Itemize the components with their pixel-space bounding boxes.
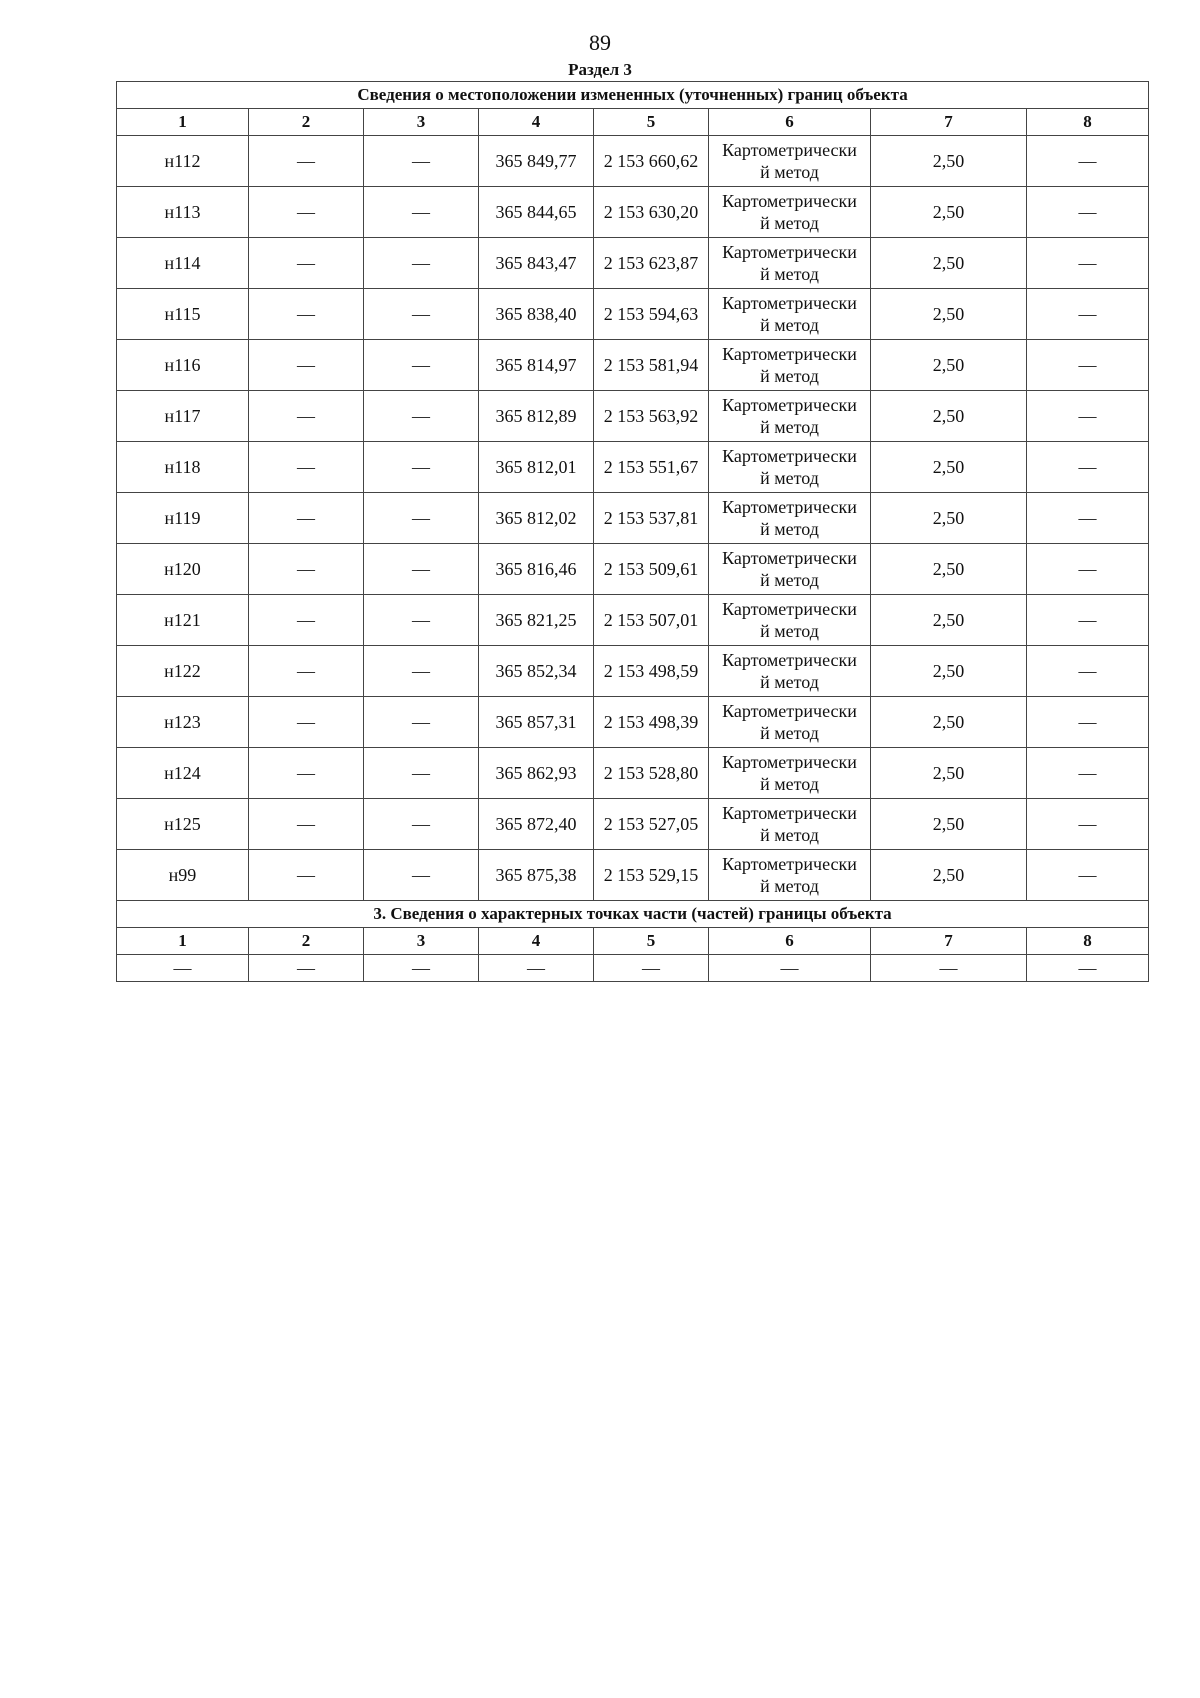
table-caption-changed-boundaries — [117, 82, 1149, 109]
coordinate-x-cell: 365 814,97 — [479, 340, 594, 391]
method-line-2: й метод — [760, 672, 819, 692]
cell-col2: — — [249, 697, 364, 748]
table-row — [117, 187, 1149, 238]
table-row — [117, 136, 1149, 187]
table-row — [117, 544, 1149, 595]
table-caption-changed-boundaries-text: Сведения о местоположении измененных (уточненных) границ объекта — [117, 82, 1149, 109]
empty-cell: — — [117, 955, 249, 982]
point-name-cell: н113 — [117, 187, 249, 238]
coordinate-y-cell: 2 153 509,61 — [594, 544, 709, 595]
coordinate-y-cell: 2 153 551,67 — [594, 442, 709, 493]
coordinate-y-cell: 2 153 537,81 — [594, 493, 709, 544]
method-line-2: й метод — [760, 519, 819, 539]
cell-col8: — — [1027, 697, 1149, 748]
cell-col3: — — [364, 493, 479, 544]
table-row — [117, 595, 1149, 646]
column-number: 8 — [1027, 109, 1149, 136]
table-row — [117, 340, 1149, 391]
cell-col8: — — [1027, 544, 1149, 595]
method-cell — [709, 340, 871, 391]
cell-col3: — — [364, 136, 479, 187]
accuracy-cell: 2,50 — [871, 391, 1027, 442]
coordinate-x-cell: 365 862,93 — [479, 748, 594, 799]
method-line-1: Картометрически — [722, 293, 857, 313]
method-line-1: Картометрически — [722, 599, 857, 619]
table-row-empty — [117, 955, 1149, 982]
method-cell — [709, 595, 871, 646]
method-line-2: й метод — [760, 825, 819, 845]
column-number: 2 — [249, 109, 364, 136]
accuracy-cell: 2,50 — [871, 799, 1027, 850]
method-line-2: й метод — [760, 876, 819, 896]
cell-col2: — — [249, 646, 364, 697]
table-caption-part-points — [117, 901, 1149, 928]
table-row — [117, 442, 1149, 493]
coordinate-y-cell: 2 153 563,92 — [594, 391, 709, 442]
point-name-cell: н121 — [117, 595, 249, 646]
cell-col8: — — [1027, 850, 1149, 901]
point-name-cell: н99 — [117, 850, 249, 901]
table-row — [117, 289, 1149, 340]
cell-col2: — — [249, 187, 364, 238]
column-number: 8 — [1027, 928, 1149, 955]
method-cell — [709, 187, 871, 238]
method-line-2: й метод — [760, 570, 819, 590]
table-row — [117, 748, 1149, 799]
coordinate-y-cell: 2 153 623,87 — [594, 238, 709, 289]
cell-col2: — — [249, 289, 364, 340]
point-name-cell: н116 — [117, 340, 249, 391]
accuracy-cell: 2,50 — [871, 289, 1027, 340]
method-line-1: Картометрически — [722, 446, 857, 466]
accuracy-cell: 2,50 — [871, 238, 1027, 289]
cell-col2: — — [249, 544, 364, 595]
coordinate-y-cell: 2 153 527,05 — [594, 799, 709, 850]
method-line-2: й метод — [760, 315, 819, 335]
accuracy-cell: 2,50 — [871, 136, 1027, 187]
point-name-cell: н119 — [117, 493, 249, 544]
coordinate-y-cell: 2 153 660,62 — [594, 136, 709, 187]
table-caption-part-points-text: 3. Сведения о характерных точках части (частей) границы объекта — [117, 901, 1149, 928]
coordinate-y-cell: 2 153 528,80 — [594, 748, 709, 799]
boundary-points-table — [116, 81, 1149, 982]
column-number: 7 — [871, 109, 1027, 136]
column-numbers-row-2 — [117, 928, 1149, 955]
cell-col2: — — [249, 493, 364, 544]
column-numbers-row — [117, 109, 1149, 136]
table-row — [117, 391, 1149, 442]
accuracy-cell: 2,50 — [871, 748, 1027, 799]
cell-col8: — — [1027, 646, 1149, 697]
coordinate-x-cell: 365 857,31 — [479, 697, 594, 748]
method-line-1: Картометрически — [722, 548, 857, 568]
coordinate-y-cell: 2 153 581,94 — [594, 340, 709, 391]
method-line-2: й метод — [760, 621, 819, 641]
column-number: 4 — [479, 928, 594, 955]
table-row — [117, 646, 1149, 697]
method-line-1: Картометрически — [722, 854, 857, 874]
cell-col2: — — [249, 799, 364, 850]
section-title: Раздел 3 — [568, 60, 632, 79]
cell-col8: — — [1027, 238, 1149, 289]
column-number: 5 — [594, 928, 709, 955]
point-name-cell: н115 — [117, 289, 249, 340]
table-row — [117, 850, 1149, 901]
cell-col2: — — [249, 238, 364, 289]
empty-cell: — — [249, 955, 364, 982]
method-cell — [709, 238, 871, 289]
method-line-1: Картометрически — [722, 140, 857, 160]
cell-col3: — — [364, 238, 479, 289]
method-line-2: й метод — [760, 468, 819, 488]
column-number: 3 — [364, 109, 479, 136]
cell-col3: — — [364, 748, 479, 799]
cell-col3: — — [364, 799, 479, 850]
method-line-2: й метод — [760, 417, 819, 437]
column-number: 6 — [709, 928, 871, 955]
coordinate-y-cell: 2 153 498,59 — [594, 646, 709, 697]
point-name-cell: н124 — [117, 748, 249, 799]
accuracy-cell: 2,50 — [871, 442, 1027, 493]
method-line-1: Картометрически — [722, 242, 857, 262]
cell-col8: — — [1027, 391, 1149, 442]
empty-cell: — — [871, 955, 1027, 982]
cell-col2: — — [249, 442, 364, 493]
column-number: 3 — [364, 928, 479, 955]
coordinate-x-cell: 365 849,77 — [479, 136, 594, 187]
cell-col3: — — [364, 544, 479, 595]
coordinate-x-cell: 365 843,47 — [479, 238, 594, 289]
column-number: 1 — [117, 109, 249, 136]
empty-cell: — — [709, 955, 871, 982]
method-cell — [709, 799, 871, 850]
accuracy-cell: 2,50 — [871, 697, 1027, 748]
coordinate-y-cell: 2 153 529,15 — [594, 850, 709, 901]
coordinate-x-cell: 365 812,89 — [479, 391, 594, 442]
table-row — [117, 238, 1149, 289]
method-line-2: й метод — [760, 264, 819, 284]
accuracy-cell: 2,50 — [871, 850, 1027, 901]
cell-col3: — — [364, 442, 479, 493]
method-line-1: Картометрически — [722, 344, 857, 364]
point-name-cell: н125 — [117, 799, 249, 850]
method-line-1: Картометрически — [722, 497, 857, 517]
accuracy-cell: 2,50 — [871, 646, 1027, 697]
accuracy-cell: 2,50 — [871, 187, 1027, 238]
cell-col2: — — [249, 136, 364, 187]
method-line-1: Картометрически — [722, 701, 857, 721]
cell-col8: — — [1027, 442, 1149, 493]
empty-cell: — — [1027, 955, 1149, 982]
page-number: 89 — [589, 30, 611, 55]
column-number: 4 — [479, 109, 594, 136]
cell-col8: — — [1027, 748, 1149, 799]
point-name-cell: н122 — [117, 646, 249, 697]
accuracy-cell: 2,50 — [871, 595, 1027, 646]
method-cell — [709, 748, 871, 799]
method-line-2: й метод — [760, 213, 819, 233]
cell-col8: — — [1027, 799, 1149, 850]
cell-col3: — — [364, 391, 479, 442]
column-number: 5 — [594, 109, 709, 136]
cell-col2: — — [249, 340, 364, 391]
point-name-cell: н112 — [117, 136, 249, 187]
accuracy-cell: 2,50 — [871, 493, 1027, 544]
method-line-2: й метод — [760, 774, 819, 794]
accuracy-cell: 2,50 — [871, 544, 1027, 595]
method-cell — [709, 391, 871, 442]
method-cell — [709, 646, 871, 697]
method-cell — [709, 697, 871, 748]
coordinate-x-cell: 365 875,38 — [479, 850, 594, 901]
cell-col3: — — [364, 646, 479, 697]
coordinate-x-cell: 365 812,01 — [479, 442, 594, 493]
coordinate-y-cell: 2 153 498,39 — [594, 697, 709, 748]
cell-col8: — — [1027, 595, 1149, 646]
cell-col2: — — [249, 748, 364, 799]
method-line-2: й метод — [760, 366, 819, 386]
method-cell — [709, 544, 871, 595]
accuracy-cell: 2,50 — [871, 340, 1027, 391]
method-line-2: й метод — [760, 723, 819, 743]
coordinate-x-cell: 365 821,25 — [479, 595, 594, 646]
cell-col2: — — [249, 850, 364, 901]
cell-col3: — — [364, 595, 479, 646]
point-name-cell: н120 — [117, 544, 249, 595]
method-cell — [709, 442, 871, 493]
method-cell — [709, 493, 871, 544]
coordinate-x-cell: 365 852,34 — [479, 646, 594, 697]
method-cell — [709, 850, 871, 901]
column-number: 1 — [117, 928, 249, 955]
coordinate-y-cell: 2 153 594,63 — [594, 289, 709, 340]
method-line-2: й метод — [760, 162, 819, 182]
cell-col8: — — [1027, 289, 1149, 340]
coordinate-x-cell: 365 844,65 — [479, 187, 594, 238]
empty-cell: — — [479, 955, 594, 982]
coordinate-x-cell: 365 872,40 — [479, 799, 594, 850]
coordinate-y-cell: 2 153 630,20 — [594, 187, 709, 238]
method-cell — [709, 289, 871, 340]
coordinate-x-cell: 365 812,02 — [479, 493, 594, 544]
method-line-1: Картометрически — [722, 752, 857, 772]
cell-col8: — — [1027, 493, 1149, 544]
point-name-cell: н117 — [117, 391, 249, 442]
column-number: 2 — [249, 928, 364, 955]
column-number: 6 — [709, 109, 871, 136]
cell-col3: — — [364, 187, 479, 238]
table-row — [117, 493, 1149, 544]
cell-col8: — — [1027, 136, 1149, 187]
cell-col8: — — [1027, 187, 1149, 238]
cell-col8: — — [1027, 340, 1149, 391]
method-cell — [709, 136, 871, 187]
method-line-1: Картометрически — [722, 803, 857, 823]
table-row — [117, 697, 1149, 748]
cell-col3: — — [364, 850, 479, 901]
empty-cell: — — [364, 955, 479, 982]
coordinate-x-cell: 365 838,40 — [479, 289, 594, 340]
coordinate-y-cell: 2 153 507,01 — [594, 595, 709, 646]
method-line-1: Картометрически — [722, 395, 857, 415]
column-number: 7 — [871, 928, 1027, 955]
cell-col3: — — [364, 289, 479, 340]
cell-col3: — — [364, 340, 479, 391]
coordinate-x-cell: 365 816,46 — [479, 544, 594, 595]
cell-col2: — — [249, 391, 364, 442]
point-name-cell: н123 — [117, 697, 249, 748]
empty-cell: — — [594, 955, 709, 982]
cell-col2: — — [249, 595, 364, 646]
point-name-cell: н118 — [117, 442, 249, 493]
method-line-1: Картометрически — [722, 650, 857, 670]
method-line-1: Картометрически — [722, 191, 857, 211]
cell-col3: — — [364, 697, 479, 748]
point-name-cell: н114 — [117, 238, 249, 289]
table-row — [117, 799, 1149, 850]
